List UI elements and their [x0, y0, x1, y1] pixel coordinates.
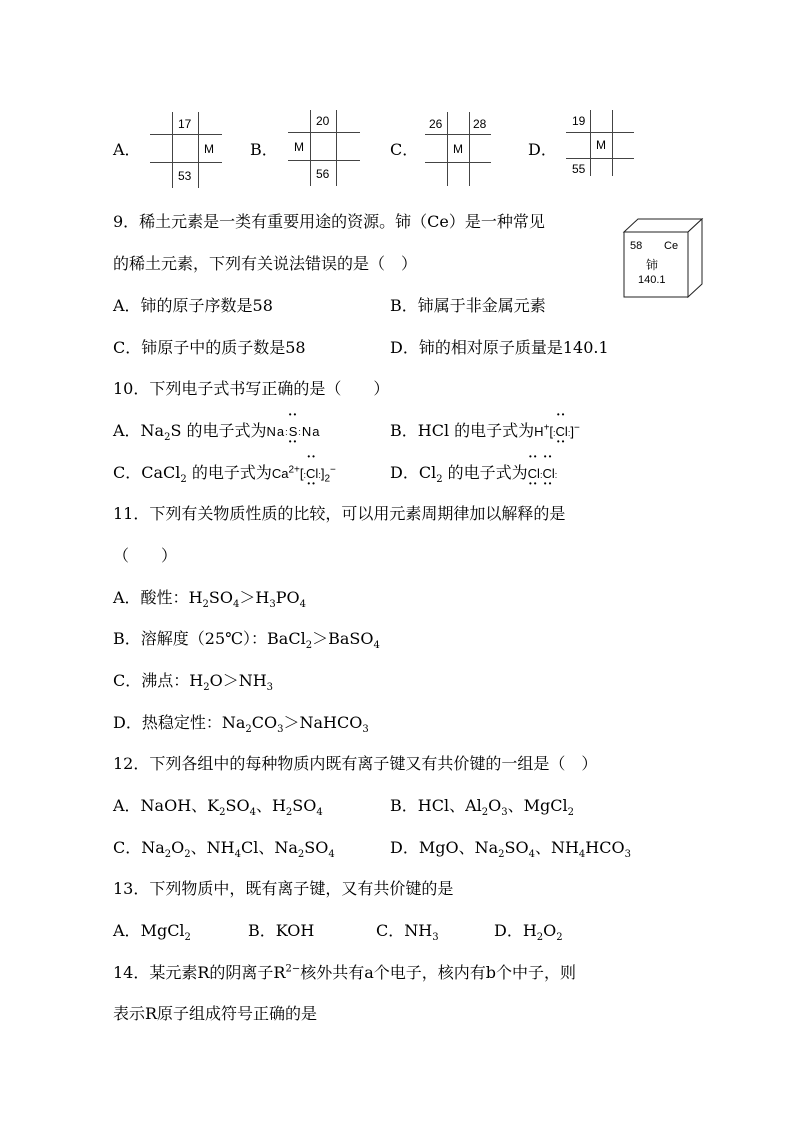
- q9-option-d: D．铈的相对原子质量是140.1: [390, 338, 609, 357]
- q13-stem: 13．下列物质中，既有离子键，又有共价键的是: [113, 879, 454, 898]
- q9-option-a: A．铈的原子序数是58: [113, 296, 273, 315]
- q12-option-d: D．MgO、$Na_2SO_4$、$NH_4HCO_3$: [390, 838, 631, 861]
- grid-figure-d: 19 M 55: [566, 110, 634, 186]
- q9-option-c: C．铈原子中的质子数是58: [113, 338, 306, 357]
- q11-stem: 11．下列有关物质性质的比较，可以用元素周期律加以解释的是: [113, 504, 566, 523]
- option-label: A．: [113, 140, 141, 159]
- q11-option-d: D．热稳定性：$Na_2CO_3>NaHCO_3$: [113, 713, 369, 736]
- q12-option-b: B．HCl、$Al_2O_3$、MgCl$_2$: [390, 796, 574, 819]
- q9-option-b: B．铈属于非金属元素: [390, 296, 546, 315]
- q11-option-a: A．酸性：$H_2SO_4>H_3PO_4$: [113, 588, 306, 611]
- q9-stem-line2: 的稀土元素，下列有关说法错误的是（ ）: [113, 254, 418, 273]
- q10-option-a: A．$Na_2S$ 的电子式为Na: •• S •• :Na: [113, 410, 321, 446]
- q10-option-c: C．CaCl$_2$ 的电子式为$Ca^{2+}$[: •• Cl •• $:]_2^-$: [113, 452, 336, 488]
- q12-option-a: A．NaOH、$K_2SO_4$、$H_2SO_4$: [113, 796, 323, 819]
- q10-option-d: D．$Cl_2$ 的电子式为 •• Cl •• : •• Cl •• :: [390, 452, 558, 488]
- option-label: C．: [390, 140, 419, 159]
- option-label: D．: [528, 140, 557, 159]
- element-name: 铈: [646, 258, 659, 272]
- q9-stem-line1: 9．稀土元素是一类有重要用途的资源。铈（Ce）是一种常见: [113, 212, 545, 231]
- q13-option-c: C．$NH_3$: [376, 921, 439, 944]
- q14-stem-line1: 14．某元素R的阴离子$R^{2-}$核外共有a个电子，核内有b个中子，则: [113, 963, 577, 982]
- q12-option-c: C．$Na_2O_2$、$NH_4Cl$、$Na_2SO_4$: [113, 838, 335, 861]
- q11-paren: （ ）: [113, 546, 178, 565]
- element-box-ce: [622, 218, 704, 298]
- q13-option-b: B．KOH: [248, 921, 315, 940]
- q13-option-d: D．$H_2O_2$: [494, 921, 563, 944]
- q10-option-b: B．HCl 的电子式为H+[: •• Cl •• :]−: [390, 410, 580, 446]
- q12-stem: 12．下列各组中的每种物质内既有离子键又有共价键的一组是（ ）: [113, 754, 598, 773]
- grid-figure-b: 20 M 56: [288, 110, 360, 186]
- q13-option-a: A．MgCl$_2$: [113, 921, 191, 944]
- q14-stem-line2: 表示R原子组成符号正确的是: [113, 1004, 318, 1023]
- element-symbol: Ce: [664, 240, 679, 252]
- q11-option-b: B．溶解度（25℃）：BaCl$_2$＞BaSO$_4$: [113, 629, 380, 652]
- q10-stem: 10．下列电子式书写正确的是（ ）: [113, 379, 390, 398]
- option-label: B．: [250, 140, 278, 159]
- atomic-mass: 140.1: [638, 274, 666, 286]
- q11-option-c: C．沸点：$H_2O>NH_3$: [113, 671, 274, 694]
- grid-figure-c: 26 28 M: [425, 112, 491, 186]
- grid-figure-a: 17 M 53: [150, 112, 222, 188]
- atomic-number: 58: [630, 240, 643, 252]
